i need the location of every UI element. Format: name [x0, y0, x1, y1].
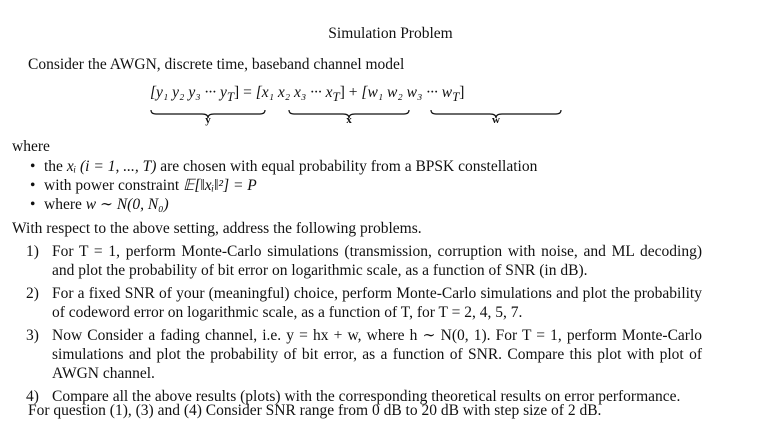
underbrace-label-x: x	[346, 114, 352, 126]
equation-equals: =	[243, 84, 252, 101]
list-item	[22, 284, 702, 322]
equation-close-3: ]	[459, 84, 465, 101]
where-label: where	[12, 138, 50, 155]
list-item	[22, 242, 702, 280]
problem-number: 1)	[26, 243, 39, 260]
equation-close-1: ]	[234, 84, 240, 101]
equation-rhs-sub: T	[452, 89, 460, 105]
lead-in-text: With respect to the above setting, address the following problems.	[12, 220, 422, 237]
channel-equation	[150, 84, 464, 105]
problem-text: For a fixed SNR of your (meaningful) choice, perform Monte-Carlo simulations and plot the probability of codeword error on logarithmic scale, as a function of T, for T = 2, 4, 5, 7.	[52, 285, 702, 321]
list-item: • where w ∼ N(0, N₀)	[28, 195, 537, 214]
problem-text: Now Consider a fading channel, i.e. y = hx + w, where h ∼ N(0, 1). For T = 1, perform Monte-Carlo simulations and plot the probability of bit error, as a function of SNR. Compare this plot with plot of AWGN channel.	[52, 327, 702, 382]
equation-rhs: [w₁ w₂ w₃ ··· w	[361, 84, 453, 101]
page-title: Simulation Problem	[328, 25, 453, 42]
problem-number: 2)	[26, 285, 39, 302]
list-item: • with power constraint 𝔼[‖xᵢ‖²] = P	[28, 176, 537, 195]
problem-text: Compare all the above results (plots) with the corresponding theoretical results on error performance.	[52, 388, 681, 405]
equation-lhs-sub: T	[226, 89, 235, 105]
equation-mid: [x₁ x₂ x₃ ··· x	[255, 84, 333, 101]
problem-number: 3)	[26, 327, 39, 344]
problem-text: For T = 1, perform Monte-Carlo simulations (transmission, corruption with noise, and ML decoding) and plot the probability of bit error on logarithmic scale, as a function of SNR (in dB).	[52, 243, 702, 279]
equation-lhs: [y₁ y₂ y₃ ··· y	[150, 84, 227, 101]
equation-close-2: ]	[339, 84, 345, 101]
intro-text: Consider the AWGN, discrete time, baseband channel model	[28, 56, 405, 73]
equation-plus: +	[348, 84, 358, 101]
list-item: • the xᵢ (i = 1, ..., T) are chosen with equal probability from a BPSK constellation	[28, 157, 537, 176]
equation-mid-sub: T	[332, 89, 340, 105]
list-item	[22, 326, 702, 383]
underbrace-label-y: y	[205, 114, 211, 126]
problem-number: 4)	[26, 388, 39, 405]
problem-list	[22, 242, 702, 410]
assumption-list	[28, 157, 537, 214]
underbrace-label-w: w	[492, 114, 500, 126]
footer-note: For question (1), (3) and (4) Consider SNR range from 0 dB to 20 dB with step size of 2 dB.	[28, 402, 602, 419]
